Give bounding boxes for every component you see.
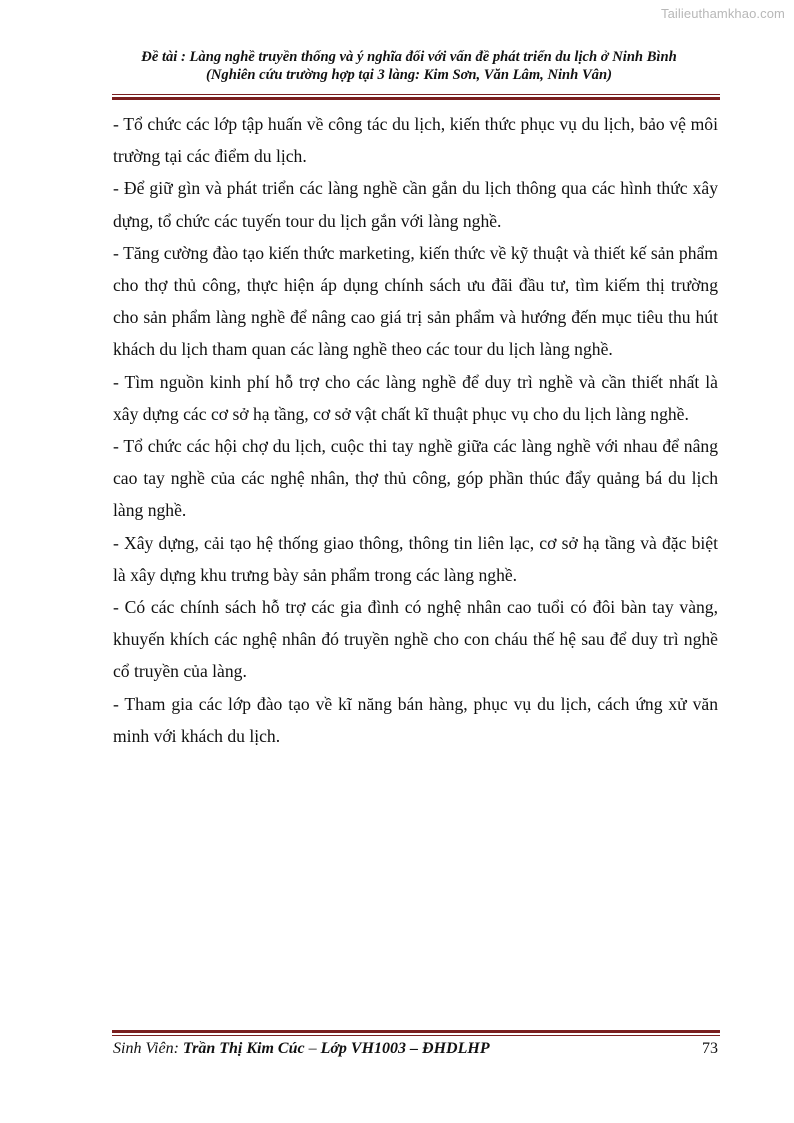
header-divider — [112, 94, 720, 100]
paragraph: - Tăng cường đào tạo kiến thức marketing, kiến thức về kỹ thuật và thiết kế sản phẩm cho thợ thủ công, thực hiện áp dụng chính sách ưu đãi đầu tư, tìm kiếm thị trường cho sản phẩm làng nghề để nâng cao giá trị sản phẩm và hướng đến mục tiêu thu hút khách du lịch tham quan các làng nghề theo các tour du lịch làng nghề. — [113, 242, 718, 360]
page-header — [100, 48, 718, 84]
paragraph: - Tổ chức các hội chợ du lịch, cuộc thi tay nghề giữa các làng nghề với nhau để nâng cao tay nghề của các nghệ nhân, thợ thủ công, góp phần thúc đẩy quảng bá du lịch làng nghề. — [113, 436, 718, 521]
footer-student-name: Trần Thị Kim Cúc — [182, 1040, 305, 1057]
page-footer — [113, 1039, 718, 1059]
paragraph: - Xây dựng, cải tạo hệ thống giao thông, thông tin liên lạc, cơ sở hạ tầng và đặc biệt là xây dựng khu trưng bày sản phẩm trong các làng nghề. — [113, 532, 718, 585]
paragraph: - Tổ chức các lớp tập huấn về công tác du lịch, kiến thức phục vụ du lịch, bảo vệ môi trường tại các điểm du lịch. — [113, 114, 718, 167]
paragraph: - Tham gia các lớp đào tạo về kĩ năng bán hàng, phục vụ du lịch, cách ứng xử văn minh với khách du lịch. — [113, 693, 718, 746]
page-number: 73 — [702, 1040, 718, 1057]
footer-label: Sinh Viên: — [113, 1040, 183, 1057]
paragraph: - Có các chính sách hỗ trợ các gia đình có nghệ nhân cao tuổi có đôi bàn tay vàng, khuyến khích các nghệ nhân đó truyền nghề cho con cháu thế hệ sau để duy trì nghề cổ truyền của làng. — [113, 597, 718, 682]
footer-divider — [112, 1030, 720, 1036]
paragraph: - Tìm nguồn kinh phí hỗ trợ cho các làng nghề để duy trì nghề và cần thiết nhất là xây dựng các cơ sở hạ tầng, cơ sở vật chất kĩ thuật phục vụ cho du lịch làng nghề. — [113, 371, 718, 424]
header-subtitle: (Nghiên cứu trường hợp tại 3 làng: Kim Sơn, Văn Lâm, Ninh Vân) — [206, 67, 612, 83]
footer-class-info: Lớp VH1003 – ĐHDLHP — [320, 1040, 490, 1057]
watermark: Tailieuthamkhao.com — [660, 6, 785, 21]
footer-separator: – — [304, 1040, 321, 1057]
header-title: Đề tài : Làng nghề truyền thống và ý nghĩa đối với vấn đề phát triển du lịch ở Ninh Bình — [141, 49, 677, 65]
body-text — [113, 108, 718, 752]
paragraph: - Để giữ gìn và phát triển các làng nghề cần gắn du lịch thông qua các hình thức xây dựng, tổ chức các tuyến tour du lịch gắn với làng nghề. — [113, 178, 718, 231]
